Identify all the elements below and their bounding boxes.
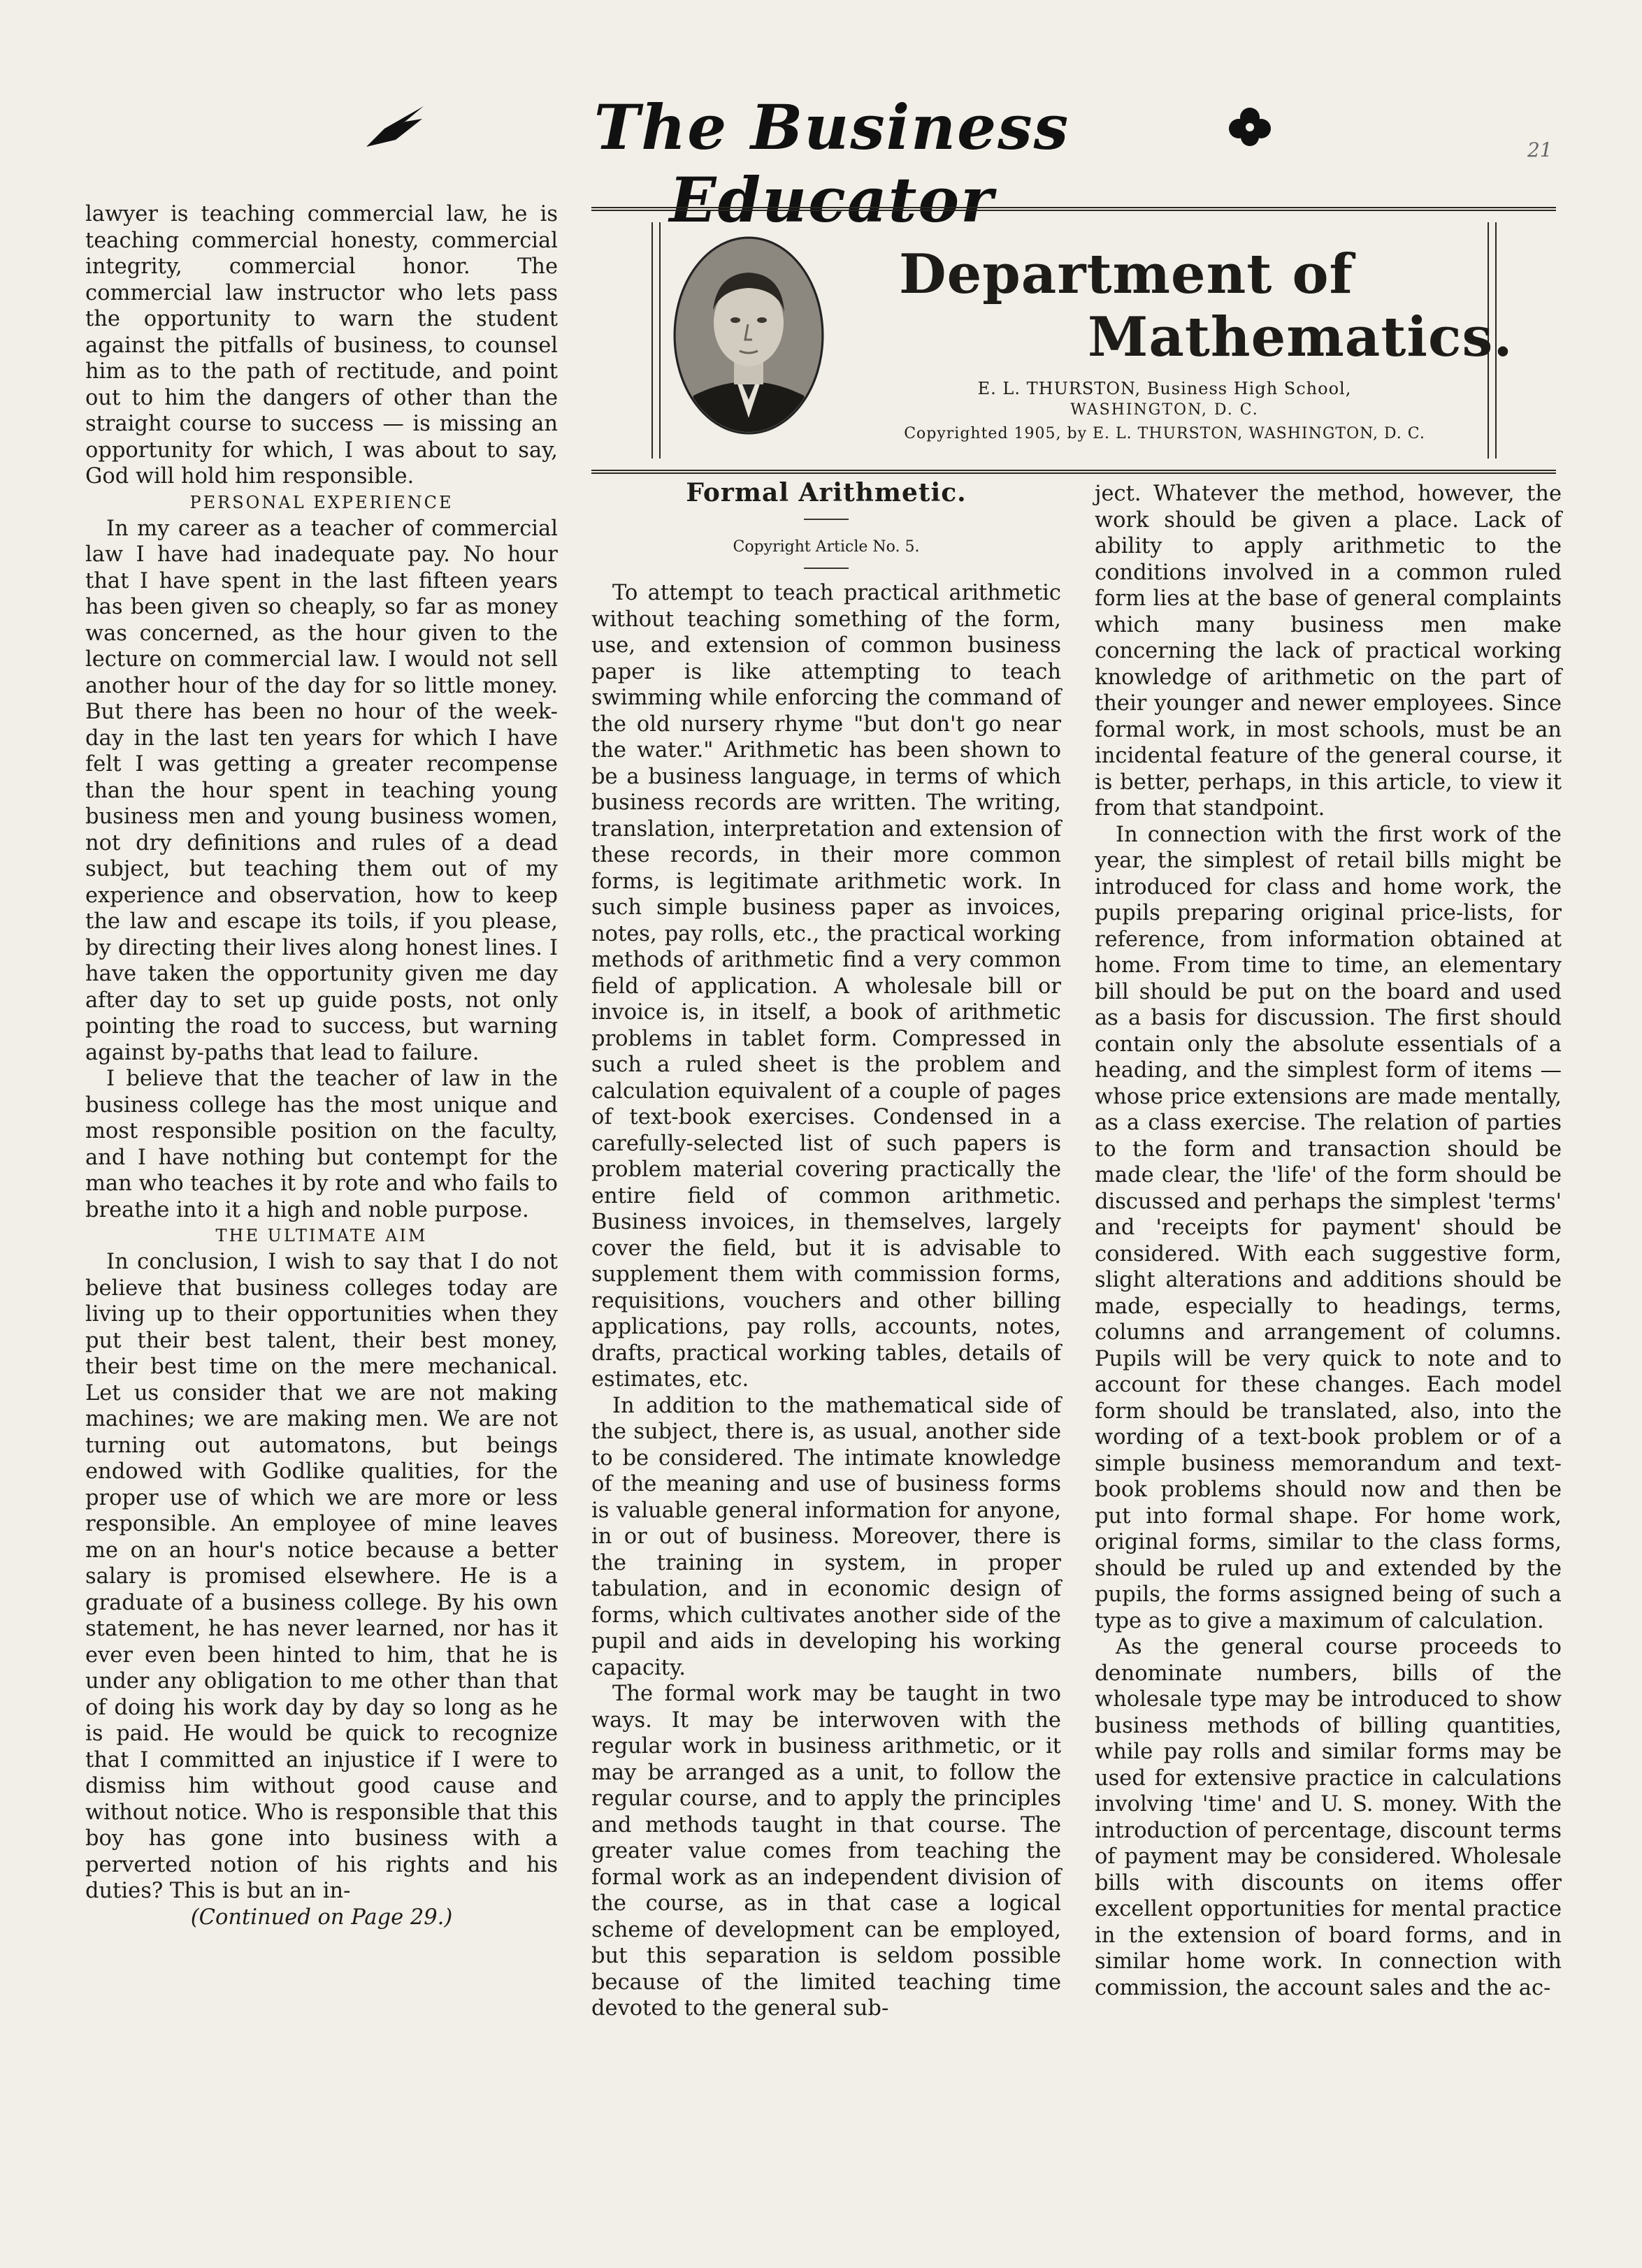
paragraph: I believe that the teacher of law in the business college has the most unique and most responsible position on the faculty, and I have nothing but contempt for the man who teaches it by rote and who fails to breathe into it a high and noble purpose. xyxy=(85,1067,558,1222)
quill-pen-icon xyxy=(363,101,426,150)
department-title xyxy=(878,243,1513,369)
paragraph: lawyer is teaching commercial law, he is teaching commercial honesty, commercial integrity, commercial honor. The commercial law instructor who lets pass the opportunity to warn the student against the pitfalls of business, to counsel him as to the path of rectitude, and point out to him the dangers of other than the straight course to success — is missing an opportunity for which, I was about to say, God will hold him responsible. xyxy=(85,202,558,489)
divider xyxy=(804,519,849,520)
department-title-line-1: Department of xyxy=(899,243,1354,306)
section-heading: THE ULTIMATE AIM xyxy=(215,1226,428,1245)
column-2 xyxy=(591,580,1061,2022)
column-1 xyxy=(85,201,558,1930)
page-number: 21 xyxy=(1527,138,1553,161)
paragraph: The formal work may be taught in two ways. It may be interwoven with the regular work in business arithmetic, or it may be arranged as a unit, to follow the regular course, and to apply the principles and methods taught in that course. The greater value comes from teaching the formal work as an independent division of the course, as in that case a logical scheme of development can be employed, but this separation is seldom possible because of the limited teaching time devoted to the general sub- xyxy=(591,1682,1061,2021)
article-title: Formal Arithmetic. xyxy=(686,478,967,507)
paragraph: To attempt to teach practical arithmetic without teaching something of the form, use, and extension of common business paper is like attempting to teach swimming while enforcing the command of the old nursery rhyme "but don't go near the water." Arithmetic has been shown to be a business language, in terms of which business records are written. The writing, translation, interpretation and extension of these records, in their more common forms, is legitimate arithmetic work. In such simple business paper as invoices, notes, pay rolls, etc., the practical working methods of arithmetic find a very common field of application. A wholesale bill or invoice is, in itself, a book of arithmetic problems in tablet form. Compressed in such a ruled sheet is the problem and calculation equivalent of a couple of pages of text-book exercises. Condensed in a carefully-selected list of such papers is problem material covering practically the entire field of common arithmetic. Business invoices, in themselves, largely cover the field, but it is advisable to supplement them with commission forms, requisitions, vouchers and other billing applications, pay rolls, accounts, notes, drafts, practical working tables, details of estimates, etc. xyxy=(591,581,1061,1392)
department-header xyxy=(591,207,1556,474)
paragraph: In addition to the mathematical side of the subject, there is, as usual, another side to be considered. The intimate knowledge of the meaning and use of business forms is valuable general information for anyone, in or out of business. Moreover, there is the training in system, in proper tabulation, and in economic design of forms, which cultivates another side of the pupil and aids in developing his working capacity. xyxy=(591,1393,1061,1680)
section-heading: PERSONAL EXPERIENCE xyxy=(189,492,454,512)
border-rule xyxy=(651,222,661,458)
author-portrait xyxy=(672,235,825,436)
paragraph: In connection with the first work of the year, the simplest of retail bills might be introduced for class and home work, the pupils preparing original price-lists, for reference, from information obtained at home. From time to time, an elementary bill should be put on the board and used as a basis for discussion. The first should contain only the absolute essentials of a heading, and the simplest form of items — whose price extensions are made mentally, as a class exercise. The relation of parties to the form and transaction should be made clear, the 'life' of the form should be discussed and perhaps the simplest 'terms' and 'receipts for payment' should be considered. With each suggestive form, slight alterations and additions should be made, especially to headings, terms, columns and arrangement of columns. Pupils will be very quick to note and to account for these changes. Each model form should be translated, also, into the wording of a text-book problem or of a simple business memorandum and text-book problems should now and then be put into formal shape. For home work, original forms, similar to the class forms, should be ruled up and extended by the pupils, the forms assigned being of such a type as to give a maximum of calculation. xyxy=(1095,822,1562,1633)
masthead-title: The Business Educator xyxy=(593,91,1070,236)
department-title-line-2: Mathematics. xyxy=(1088,305,1513,369)
paragraph: In conclusion, I wish to say that I do not believe that business colleges today are living up to their opportunities when they put their best talent, their best money, their best time on the mere mechanical. Let us consider that we are not making machines; we are making men. We are not turning out automatons, but beings endowed with Godlike qualities, for the proper use of which we are more or less responsible. An employee of mine leaves me on an hour's notice because a better salary is promised elsewhere. He is a graduate of a business college. By his own statement, he has never learned, nor has it ever even been hinted to him, that he is under any obligation to me other than that of doing his work day by day so long as he is paid. He would be quick to recognize that I committed an injustice if I were to dismiss him without good cause and without notice. Who is responsible that this boy has gone into business with a perverted notion of his rights and his duties? This is but an in- xyxy=(85,1250,558,1903)
continuation-note: (Continued on Page 29.) xyxy=(190,1905,453,1930)
paragraph: In my career as a teacher of commercial law I have had inadequate pay. No hour that I have spent in the last fifteen years has been given so cheaply, so far as money was concerned, as the hour given to the lecture on commercial law. I would not sell another hour of the day for so little money. But there has been no hour of the week-day in the last ten years for which I have felt I was getting a greater recompense than the hour spent in teaching young business men and young business women, not dry definitions and rules of a dead subject, but teaching them out of my experience and observation, how to keep the law and escape its toils, if you please, by directing their lives along honest lines. I have taken the opportunity given me day after day to set up guide posts, not only pointing the road to success, but warning against by-paths that lead to failure. xyxy=(85,516,558,1065)
paragraph: ject. Whatever the method, however, the work should be given a place. Lack of ability to apply arithmetic to the conditions involved in a common ruled form lies at the base of general complaints which many business men make concerning the lack of practical working knowledge of arithmetic on the part of their younger and newer employees. Since formal work, in most schools, must be an incidental feature of the general course, it is better, perhaps, in this article, to view it from that standpoint. xyxy=(1095,482,1562,821)
author-credit: E. L. THURSTON, Business High School, xyxy=(977,379,1352,398)
copyright-notice: Copyrighted 1905, by E. L. THURSTON, WASHINGTON, D. C. xyxy=(904,425,1425,442)
masthead xyxy=(363,91,1286,236)
divider xyxy=(804,568,849,569)
article-copyright: Copyright Article No. 5. xyxy=(733,538,920,556)
author-location: WASHINGTON, D. C. xyxy=(1070,401,1259,419)
flower-ornament-icon xyxy=(1222,102,1278,151)
column-3 xyxy=(1095,481,1562,2001)
paragraph: As the general course proceeds to denominate numbers, bills of the wholesale type may be introduced to show business methods of billing quantities, while pay rolls and similar forms may be used for extensive practice in calculations involving 'time' and U. S. money. With the introduction of percentage, discount terms of payment may be considered. Wholesale bills with discounts on items offer excellent opportunities for mental practice in the extension of board forms, and in similar home work. In connection with commission, the account sales and the ac- xyxy=(1095,1635,1562,2000)
